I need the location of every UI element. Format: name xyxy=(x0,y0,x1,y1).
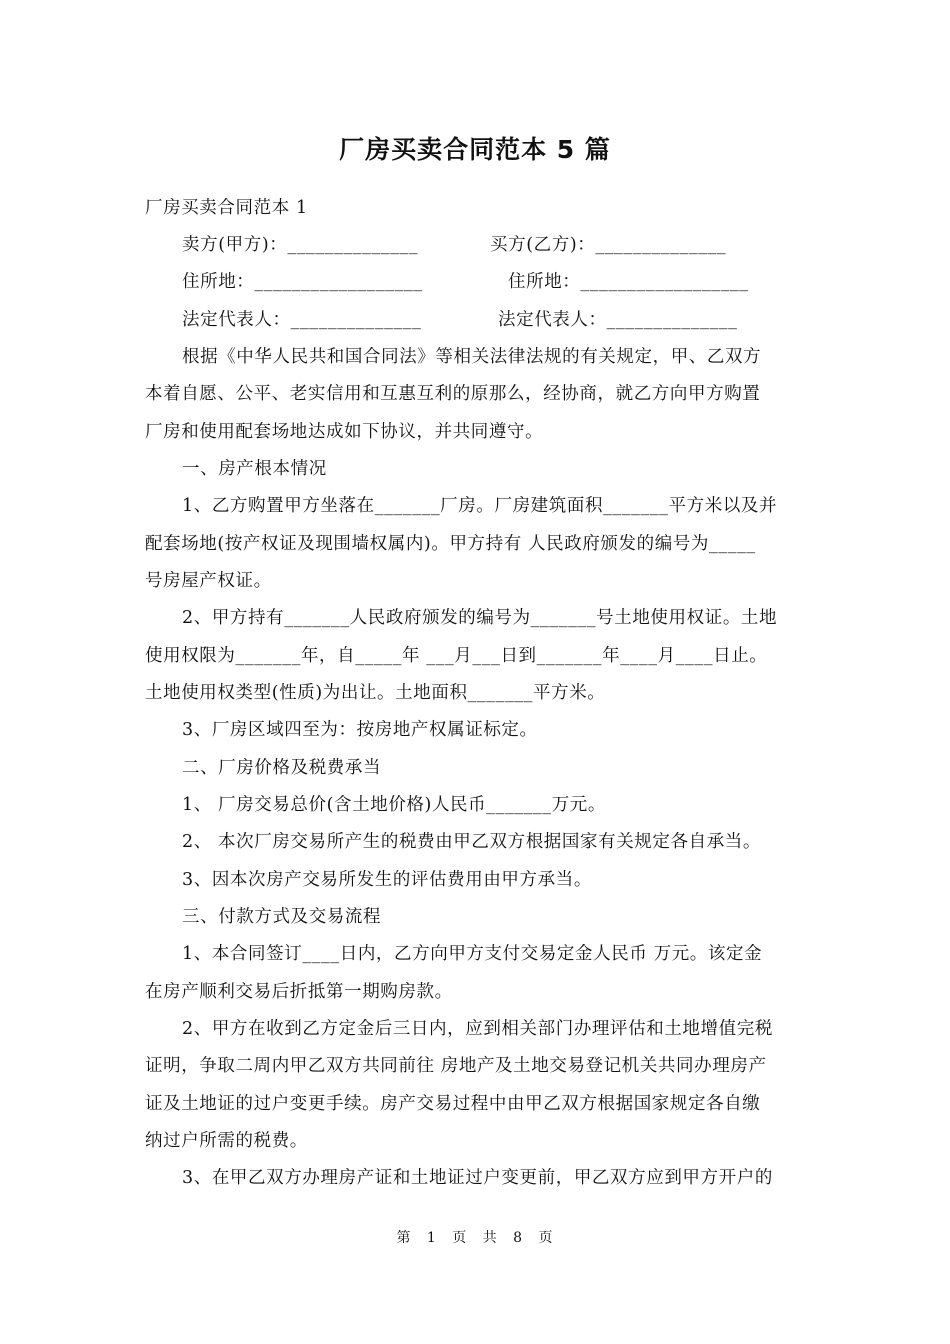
seller-representative-field: 法定代表人：______________ xyxy=(182,310,422,330)
section-heading: 三、付款方式及交易流程 xyxy=(182,907,382,927)
body-line: 2、甲方在收到乙方定金后三日内，应到相关部门办理评估和土地增值完税 xyxy=(182,1019,773,1039)
body-line: 3、因本次房产交易所发生的评估费用由甲方承当。 xyxy=(182,870,592,890)
body-line: 根据《中华人民共和国合同法》等相关法律法规的有关规定，甲、乙双方 xyxy=(182,347,762,367)
body-line: 号房屋产权证。 xyxy=(145,571,272,591)
section-heading: 一、房产根本情况 xyxy=(182,459,327,479)
buyer-address-field: 住所地：__________________ xyxy=(508,272,749,292)
seller-field: 卖方(甲方)：______________ xyxy=(182,235,419,255)
seller-address-field: 住所地：__________________ xyxy=(182,272,423,292)
buyer-representative-field: 法定代表人：______________ xyxy=(498,310,738,330)
body-line: 2、 本次厂房交易所产生的税费由甲乙双方根据国家有关规定各自承当。 xyxy=(182,832,761,852)
body-line: 配套场地(按产权证及现围墙权属内)。甲方持有 人民政府颁发的编号为_____ xyxy=(145,534,756,554)
body-line: 1、乙方购置甲方坐落在_______厂房。厂房建筑面积_______平方米以及并 xyxy=(182,496,778,516)
body-line: 厂房和使用配套场地达成如下协议，并共同遵守。 xyxy=(145,422,544,442)
body-line: 1、本合同签订____日内，乙方向甲方支付交易定金人民币 万元。该定金 xyxy=(182,944,763,964)
section-heading: 二、厂房价格及税费承当 xyxy=(182,758,382,778)
page-footer: 第 1 页 共 8 页 xyxy=(396,1230,554,1246)
body-line: 证及土地证的过户变更手续。房产交易过程中由甲乙双方根据国家规定各自缴 xyxy=(145,1094,761,1114)
body-line: 2、甲方持有_______人民政府颁发的编号为_______号土地使用权证。土地 xyxy=(182,608,778,628)
body-line: 土地使用权类型(性质)为出让。土地面积_______平方米。 xyxy=(145,683,606,703)
body-line: 本着自愿、公平、老实信用和互惠互利的原那么，经协商，就乙方向甲方购置 xyxy=(145,384,761,404)
contract-subtitle: 厂房买卖合同范本 1 xyxy=(145,198,308,218)
buyer-field: 买方(乙方)：______________ xyxy=(490,235,727,255)
body-line: 在房产顺利交易后折抵第一期购房款。 xyxy=(145,982,453,1002)
body-line: 证明，争取二周内甲乙双方共同前往 房地产及土地交易登记机关共同办理房产 xyxy=(145,1056,767,1076)
body-line: 3、厂房区域四至为：按房地产权属证标定。 xyxy=(182,720,538,740)
body-line: 1、 厂房交易总价(含土地价格)人民币_______万元。 xyxy=(182,795,606,815)
body-line: 3、在甲乙双方办理房产证和土地证过户变更前，甲乙双方应到甲方开户的 xyxy=(182,1168,773,1188)
body-line: 使用权限为_______年，自_____年 ___月___日到_______年____月____日止。 xyxy=(145,646,768,666)
body-line: 纳过户所需的税费。 xyxy=(145,1131,308,1151)
document-title: 厂房买卖合同范本 5 篇 xyxy=(339,135,611,164)
